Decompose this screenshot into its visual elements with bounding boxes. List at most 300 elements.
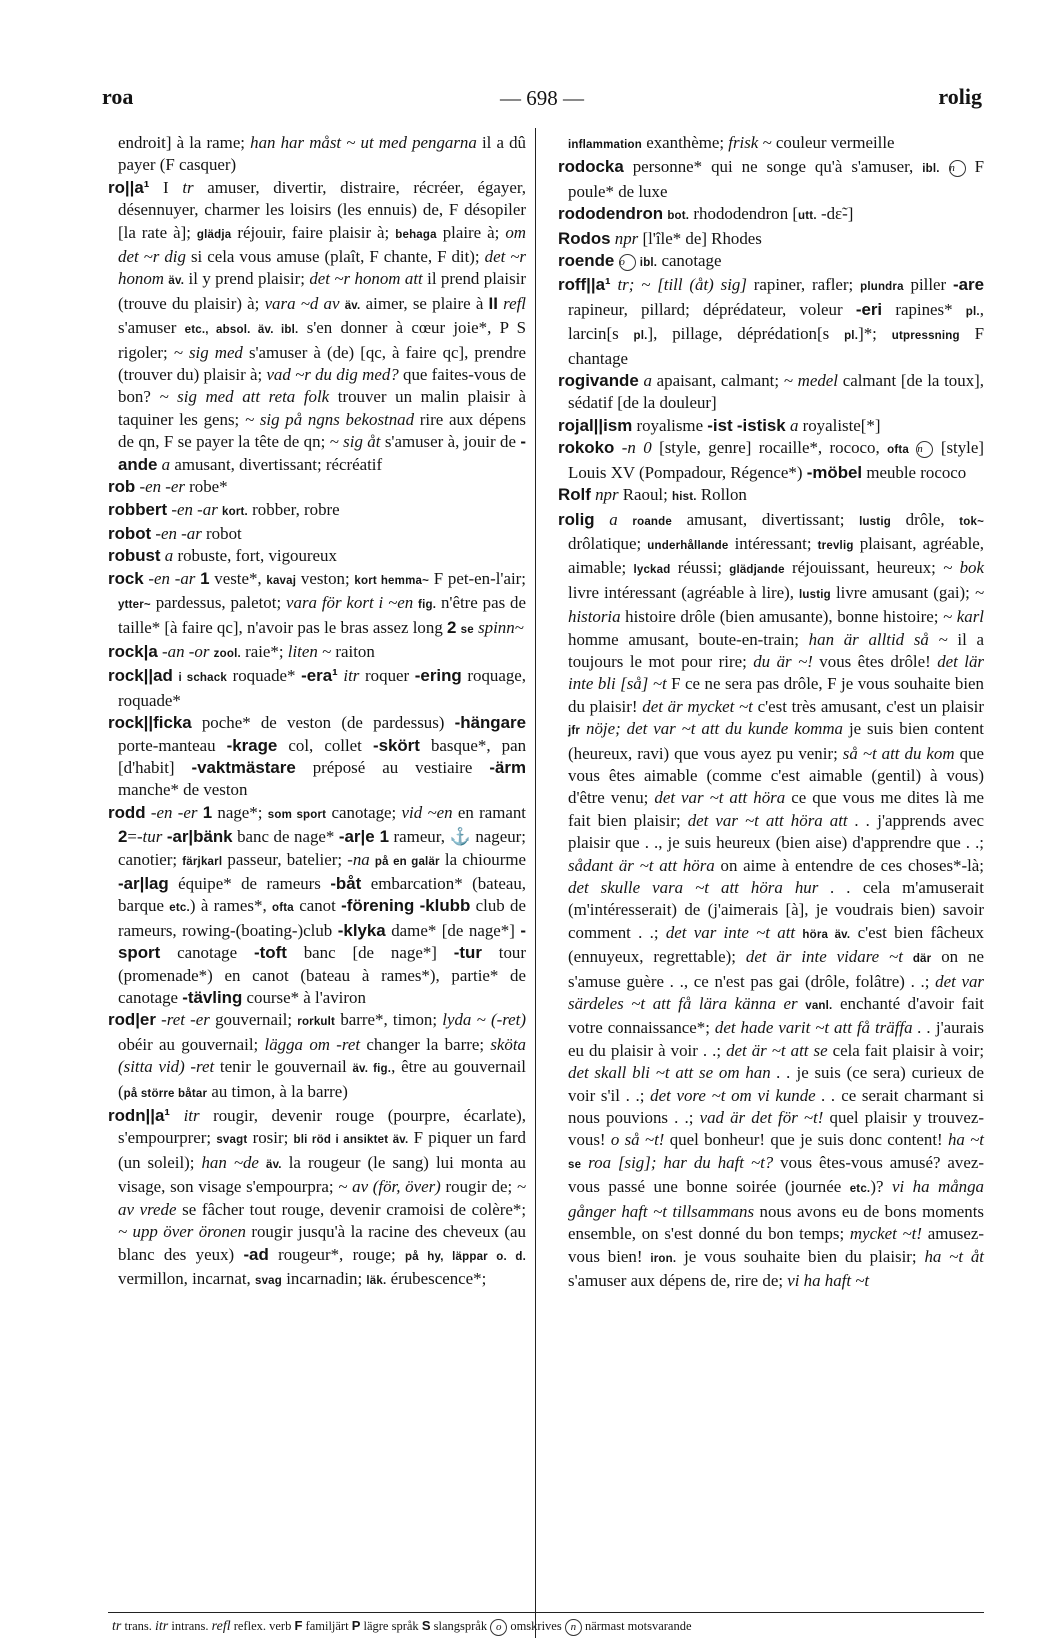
entry-text: amusez-vous bien! (568, 1224, 984, 1266)
subentry-headword: -möbel (806, 462, 863, 482)
swedish-example: refl (503, 293, 526, 313)
subentry-headword: -ar|e 1 (338, 827, 390, 847)
usage-label: vanl. (805, 1000, 833, 1013)
swedish-example: tr (182, 177, 194, 197)
entry-text: robuste, fort, vigoureux (173, 546, 337, 566)
swedish-example: sådant är ~t att höra (568, 855, 715, 875)
entry-text: manche* de veston (118, 780, 248, 800)
dictionary-entry (108, 545, 526, 567)
entry-text: [style, genre] rocaille*, rococo, (651, 438, 888, 458)
usage-label: jfr (568, 725, 581, 738)
entry-text: passeur, batelier; (222, 849, 348, 869)
left-column (108, 132, 526, 1292)
entry-text: endroit] à la rame; (118, 133, 251, 152)
subentry-headword: 1 (200, 568, 210, 588)
swedish-example: vara för kort i ~en (286, 593, 414, 613)
circled-symbol-icon: o (490, 1619, 507, 1636)
swedish-example: frisk ~ (728, 133, 772, 152)
usage-label: utt. (798, 210, 817, 223)
subentry-headword: -istisk (736, 415, 786, 435)
footer-text: omskrives (507, 1619, 565, 1633)
entry-headword: Rolf (558, 485, 591, 505)
entry-headword: rock (108, 568, 144, 588)
entry-text: gouvernail; (209, 1010, 298, 1030)
entry-text: Raoul; (618, 485, 673, 505)
entry-text: réjouir, faire plaisir à; (231, 222, 396, 242)
footer-text: närmast motsvarande (581, 1619, 692, 1633)
entry-headword: rock||ad (108, 666, 173, 686)
entry-text: livre intéressant (agréable à lire), (568, 582, 800, 602)
dictionary-entry (108, 568, 526, 641)
swedish-example: ~ sig med (173, 342, 243, 362)
entry-text: ce serait charmant si nous pouvions . .; (568, 1085, 984, 1128)
usage-label: fig. (418, 599, 437, 612)
dictionary-entry (558, 203, 984, 227)
dictionary-entry (108, 523, 526, 545)
entry-text: rhododendron [ (689, 204, 799, 224)
entry-text: porte-manteau (118, 735, 227, 755)
entry-text (259, 1153, 266, 1172)
swedish-example: det ~r honom (118, 247, 526, 289)
entry-text: la chiourme (439, 849, 527, 869)
swedish-example: det hade varit ~t att få träffa . . (714, 1018, 931, 1038)
swedish-example: -n 0 (621, 438, 652, 458)
usage-label: utpressning (891, 330, 960, 343)
usage-label: pl. (633, 330, 648, 343)
usage-label: där (912, 953, 932, 966)
subentry-headword: -ar|bänk (166, 827, 233, 847)
entry-text: dame* [de nage*] (385, 920, 521, 940)
entry-text: veste*, (209, 568, 267, 588)
entry-headword: roff||a¹ (558, 275, 611, 295)
entry-text: changer la barre; (360, 1034, 491, 1054)
footer-text: intrans. (168, 1619, 212, 1633)
subentry-headword: -tur (453, 943, 482, 963)
entry-text: préposé au vestiaire (295, 757, 490, 777)
entry-text: meuble rococo (862, 462, 967, 482)
entry-text: apaisant, calmant; (651, 371, 784, 391)
swedish-example: ~ upp över öronen (118, 1222, 246, 1242)
entry-text: rougir, devenir rouge (pourpre, écarlate), s'empourprer; (118, 1106, 526, 1148)
usage-label: läk. (366, 1274, 387, 1287)
swedish-example: det var ~t att höra att . . (687, 810, 871, 830)
footer-text: reflex. verb (230, 1619, 295, 1633)
circled-symbol-icon: o (619, 254, 636, 271)
entry-text: F chantage (568, 324, 984, 368)
entry-text (909, 438, 916, 457)
entry-text: s'amuser aux dépens de, rire de; (568, 1270, 788, 1290)
footer-text: slangspråk (430, 1619, 491, 1633)
swedish-example: det var ~t att höra (654, 788, 786, 808)
swedish-example: -en -ar (171, 499, 218, 519)
swedish-example: -ret -er (161, 1010, 210, 1030)
entry-text: F pet-en-l'air; (429, 568, 526, 588)
abbreviation-footer (112, 1618, 984, 1636)
entry-text: je suis (ce sera) curieux de voir s'il . .; (568, 1063, 984, 1105)
swedish-example: ~ sig åt (329, 432, 381, 452)
entry-text: canotage; (326, 802, 402, 822)
usage-label: iron. (650, 1252, 677, 1265)
swedish-example: det är inte vidare ~t (745, 947, 903, 967)
register-key: P (351, 1618, 361, 1633)
entry-text: pardessus, paletot; (150, 593, 287, 613)
usage-label: äv. (168, 275, 185, 288)
entry-text: tenir le gouvernail (214, 1057, 353, 1077)
swedish-example: det ~r honom att (309, 269, 423, 289)
swedish-example: vid ~en (401, 802, 453, 822)
swedish-example: -na (347, 849, 370, 869)
swedish-example: mycket ~t! (849, 1224, 922, 1244)
usage-label: på hy, läppar o. d. (405, 1250, 527, 1263)
entry-text: F piquer un fard (un soleil); (118, 1128, 526, 1172)
entry-text: vous êtes drôle! (812, 651, 938, 671)
swedish-example: -en -er (150, 802, 198, 822)
subentry-headword: -ering (414, 666, 462, 686)
dictionary-entry (108, 641, 526, 665)
subentry-headword: -klubb (419, 896, 471, 916)
entry-text: robe* (184, 477, 228, 497)
entry-text: canot (293, 896, 342, 916)
entry-text: on aime à entendre de ces choses*-là; (714, 855, 984, 875)
entry-text (903, 947, 913, 966)
usage-label: på större båtar (123, 1087, 208, 1100)
entry-headword: rododendron (558, 204, 664, 224)
subentry-headword: -eri (855, 299, 883, 319)
register-key: S (421, 1618, 431, 1633)
entry-text: roquade* (226, 666, 302, 686)
subentry-headword: -are (953, 275, 985, 295)
usage-label: äv. (265, 1158, 282, 1171)
entry-text: homme amusant, boute-en-train; (568, 629, 809, 649)
dictionary-entry (108, 802, 526, 1010)
entry-text: s'amuser à, jouir de (380, 432, 521, 452)
entry-text: personne* qui ne songe qu'à s'amuser, (623, 157, 923, 177)
entry-text: on ne s'amuse guère . ., ce n'est pas gai (drôle, folâtre) . .; (568, 947, 984, 991)
usage-label: etc. (849, 1183, 871, 1196)
dictionary-entry (108, 712, 526, 802)
entry-text: équipe* de rameurs (168, 874, 331, 893)
usage-label: se (568, 1158, 582, 1171)
entry-text: plaire à; (436, 222, 506, 242)
entry-text (614, 251, 618, 270)
usage-label: behaga (395, 228, 437, 241)
usage-label: ofta (887, 444, 910, 457)
usage-label: kort. (222, 505, 248, 518)
usage-label: plundra (860, 281, 904, 294)
usage-label: äv. fig. (352, 1063, 392, 1076)
entry-text: basque*, pan [d'habit] (118, 735, 527, 777)
entry-text: barre*, timon; (335, 1010, 443, 1030)
abbrev-key: tr (112, 1619, 122, 1634)
swedish-example: a (161, 454, 171, 474)
entry-text: la rougeur (le sang) lui monta au visage, son visage s'empourpra; (118, 1152, 526, 1197)
entry-text: vous êtes-vous amusé? avez-vous passé une bonne soirée (journée (568, 1152, 984, 1197)
swedish-example: roa [sig]; har du haft ~t? (588, 1152, 774, 1172)
dictionary-entry (108, 1009, 526, 1105)
usage-label: ibl. (922, 163, 940, 176)
entry-text: que vous êtes aimable (comme c'est aimable (gentil) à vous) d'être venu; (568, 743, 984, 808)
entry-text: réussi; (670, 558, 730, 578)
entry-text: tour (promenade*) en canot (bateau à rames*), partie* de canotage (118, 943, 526, 1008)
circled-symbol-icon: n (949, 160, 966, 177)
column-divider (535, 128, 536, 1638)
usage-label: färjkarl (182, 855, 223, 868)
swedish-example: det var inte ~t att (665, 922, 796, 942)
entry-text: rougir de; (440, 1177, 517, 1197)
swedish-example: ~ historia (568, 582, 984, 627)
swedish-example: -en -ar (155, 523, 202, 543)
footer-rule (108, 1612, 984, 1613)
running-head-left: roa (102, 84, 134, 109)
subentry-headword: 2 (118, 827, 128, 847)
swedish-example: tr; ~ [till (åt) sig] (617, 275, 747, 295)
entry-text: drôlatique; (568, 533, 648, 553)
entry-text: j'apprends avec plaisir que . ., je suis heureux (bien aise) d'apprendre que . .; (568, 810, 985, 853)
subentry-headword: -sport (118, 920, 527, 963)
subentry-headword: -skört (372, 735, 420, 755)
usage-label: svag (254, 1274, 282, 1287)
entry-text: F ce ne sera pas drôle, F je vous souhaite bien du plaisir! (568, 674, 984, 716)
entry-text: ]*; (858, 324, 892, 344)
entry-text: drôle, (890, 509, 960, 529)
circled-symbol-icon: n (916, 441, 933, 458)
swedish-example: sköta (sitta vid) -ret (118, 1034, 526, 1077)
usage-label: höra äv. (802, 928, 851, 941)
entry-text: plaisant, agréable, aimable; (568, 533, 984, 578)
swedish-example: det var särdeles ~t att få lära känna er (568, 971, 984, 1014)
swedish-example: vi ha många gånger haft ~t tillsammans (568, 1177, 984, 1221)
entry-text: il a dû payer (F casquer) (118, 133, 526, 175)
swedish-example: det är ~t att se (726, 1040, 828, 1060)
entry-text: [style] Louis XV (Pompadour, Régence*) (568, 438, 984, 482)
entry-text: incarnadin; (281, 1268, 367, 1288)
usage-label: rorkult (297, 1016, 336, 1029)
usage-label: som sport (267, 808, 327, 821)
swedish-example: npr (595, 485, 619, 505)
subentry-headword: -båt (330, 874, 362, 893)
entry-text: royaliste[*] (798, 415, 881, 435)
entry-text: raie*; (240, 641, 288, 661)
entry-headword: rojal||ism (558, 415, 633, 435)
entry-headword: ro||a¹ (108, 177, 150, 197)
entry-text: trouver un malin plaisir à taquiner les gens; (118, 387, 526, 429)
usage-label: inflammation (568, 139, 642, 151)
entry-text: rameur, ⚓ nageur; canotier; (118, 827, 526, 869)
swedish-example: spinn~ (478, 617, 524, 637)
entry-headword: Rodos (558, 228, 611, 248)
subentry-headword: II (488, 293, 498, 313)
entry-text: il y prend plaisir; (184, 269, 310, 289)
swedish-example: vara ~d av (264, 293, 340, 313)
entry-headword: robust (108, 546, 161, 566)
entry-text: cela fait plaisir à voir; (827, 1040, 985, 1060)
entry-headword: rogivande (558, 371, 639, 391)
entry-text: si cela vous amuse (plaît, F chante, F dit); (185, 247, 485, 267)
entry-text: ) à rames*, (189, 896, 272, 916)
subentry-headword: -ärm (489, 757, 526, 777)
dictionary-entry (558, 370, 984, 415)
swedish-example: ~ sig på ngns bekostnad (244, 409, 415, 429)
dictionary-entry (558, 132, 984, 156)
usage-label: ytter~ (118, 599, 151, 612)
subentry-headword: -ar|lag (118, 874, 169, 893)
subentry-headword: -klyka (337, 920, 386, 940)
entry-text: ce que vous me dites là me fait bien plaisir; (568, 788, 984, 830)
swedish-example: -an -or (162, 641, 210, 661)
swedish-example: det är mycket ~t (642, 696, 753, 716)
entry-text: rougeur*, rouge; (268, 1244, 406, 1264)
usage-label: kort hemma~ (354, 574, 430, 587)
entry-text: poche* de veston (de pardessus) (191, 713, 455, 733)
entry-text: -dɛ̃-] (816, 204, 854, 224)
entry-headword: rodocka (558, 157, 624, 177)
entry-headword: rokoko (558, 438, 615, 458)
entry-text: enchanté d'avoir fait votre connaissance*; (568, 994, 984, 1038)
entry-headword: roende (558, 251, 615, 271)
subentry-headword: -vaktmästare (191, 757, 296, 777)
subentry-headword: -ande (118, 432, 526, 474)
footer-text: familjärt (302, 1619, 352, 1633)
entry-text: banc [de nage*] (286, 943, 454, 963)
entry-text (940, 157, 949, 176)
subentry-headword: -förening (341, 896, 415, 916)
swedish-example: det lär inte bli [så] ~t (568, 651, 984, 694)
usage-label: glädjande (729, 564, 785, 577)
entry-text: banc de nage* (232, 827, 339, 847)
swedish-example: a (609, 509, 618, 529)
page-header (102, 84, 982, 118)
subentry-headword: -ad (243, 1244, 269, 1264)
entry-text: , être au gouvernail ( (118, 1057, 526, 1101)
entry-text (170, 1106, 184, 1125)
dictionary-entry (108, 132, 526, 177)
entry-text: réjouissant, heureux; (784, 558, 944, 578)
swedish-example: så ~t att du kom (842, 743, 955, 763)
swedish-example: itr (183, 1106, 200, 1126)
entry-text: canotage (657, 251, 722, 271)
entry-text: piller (903, 275, 954, 295)
entry-text: aimer, se plaire à (360, 293, 489, 313)
swedish-example: ~ av (för, över) (338, 1177, 441, 1197)
abbrev-key: refl (211, 1619, 231, 1634)
entry-text: je vous souhaite bien du plaisir; (676, 1246, 925, 1266)
swedish-example: lyda ~ (-ret) (442, 1010, 526, 1030)
entry-text: histoire drôle (bien amusante), bonne histoire; (620, 607, 944, 627)
entry-text: s'amuser à (de) [qc, à faire qc], prendre (trouver du) plaisir à; (118, 342, 527, 385)
entry-text: livre amusant (gai); (830, 582, 975, 602)
swedish-example: o så ~t! (610, 1130, 665, 1150)
dictionary-entry (558, 437, 984, 484)
swedish-example: han har måst ~ ut med pengarna (250, 133, 477, 152)
entry-text: s'en donner à cœur joie*, P S rigoler; (118, 318, 526, 362)
entry-text: canotage (160, 943, 255, 963)
entry-text: amuser, divertir, distraire, récréer, égayer, désennuyer, charmer les loisirs (les ennuis) de, F désopiler [la rate à]; (118, 177, 527, 242)
swedish-example: a (643, 371, 652, 391)
running-head-right: rolig (938, 84, 982, 109)
entry-text: club de rameurs, rowing-(boating-)club (118, 896, 526, 940)
usage-label: i schack (178, 672, 227, 685)
usage-label: glädja (196, 228, 232, 241)
usage-label: på en galär (374, 855, 440, 868)
entry-text: = (127, 827, 137, 847)
entry-text: érubescence*; (386, 1268, 487, 1288)
page-number: — 698 — (500, 86, 584, 110)
dictionary-entry (108, 476, 526, 498)
dictionary-entry (108, 499, 526, 523)
circled-symbol-icon: n (565, 1619, 582, 1636)
usage-label: bli röd i ansiktet äv. (293, 1134, 409, 1147)
abbrev-key: itr (155, 1619, 169, 1634)
entry-headword: rodn||a¹ (108, 1106, 170, 1126)
entry-text: en ramant (452, 802, 526, 822)
swedish-example: det skall bli ~t att se om han . . (568, 1063, 791, 1083)
usage-label: pl. (965, 305, 980, 318)
swedish-example: itr (343, 666, 360, 686)
subentry-headword: -hängare (454, 713, 526, 733)
entry-text: robot (201, 523, 242, 543)
entry-text (595, 510, 610, 529)
entry-text: robber, robre (247, 499, 340, 519)
entry-text: s'amuser (118, 318, 185, 338)
entry-headword: robot (108, 523, 152, 543)
dictionary-entry (558, 274, 984, 370)
entry-text: j'aurais eu du plaisir à voir . .; (568, 1018, 985, 1060)
entry-text (618, 510, 633, 529)
swedish-example: -tur (136, 827, 163, 847)
usage-label: lustig (799, 588, 831, 601)
usage-label: bot. (667, 210, 690, 223)
usage-label: underhållande (647, 539, 729, 552)
usage-label: se (460, 623, 474, 636)
swedish-example: nöje; det var ~t att du kunde komma (586, 719, 844, 739)
subentry-headword: 2 (447, 617, 457, 637)
entry-headword: rolig (558, 509, 595, 529)
swedish-example: det vore ~t om vi kunde . . (650, 1085, 836, 1105)
entry-text: exanthème; (641, 133, 729, 152)
entry-text: royalisme (632, 415, 708, 435)
usage-label: zool. (213, 647, 241, 660)
dictionary-entry (108, 1105, 526, 1292)
swedish-example: lägga om -ret (264, 1034, 361, 1054)
dictionary-entry (558, 484, 984, 508)
entry-text: couleur vermeille (771, 133, 895, 152)
dictionary-entry (558, 156, 984, 203)
entry-text: obéir au gouvernail; (118, 1034, 265, 1054)
dictionary-entry (558, 228, 984, 250)
entry-text: col, collet (277, 735, 373, 755)
entry-text: [l'île* de] Rhodes (638, 228, 762, 248)
entry-headword: rock||ficka (108, 713, 192, 733)
entry-text: roquer (359, 666, 415, 686)
subentry-headword: -ist (707, 415, 733, 435)
entry-headword: rodd (108, 802, 146, 822)
dictionary-entry (108, 177, 526, 476)
swedish-example: vad ~r du dig med? (266, 365, 399, 385)
subentry-headword: -toft (254, 943, 287, 963)
footer-text: trans. (121, 1619, 156, 1633)
swedish-example: ~ medel (783, 371, 838, 391)
entry-text: ], pillage, déprédation[s (647, 324, 845, 344)
entry-text: nous avons eu de bons moments ensemble, on s'est donné du bon temps; (568, 1201, 984, 1244)
entry-headword: rob (108, 477, 136, 497)
entry-text: n'être pas de taille* [à faire qc], n'avoir pas le bras assez long (118, 593, 526, 637)
swedish-example: ha ~t åt (924, 1246, 984, 1266)
entry-text: rire aux dépens de qn, F se payer la tête de qn; (118, 409, 526, 452)
swedish-example: vad är det för ~t! (699, 1108, 824, 1128)
subentry-headword: -tävling (182, 988, 243, 1008)
entry-text: cela m'amuserait (m'intéresserait) de (j'aimerais [à], je voudrais bien) savoir comment . .; (568, 878, 984, 942)
entry-headword: robbert (108, 499, 168, 519)
